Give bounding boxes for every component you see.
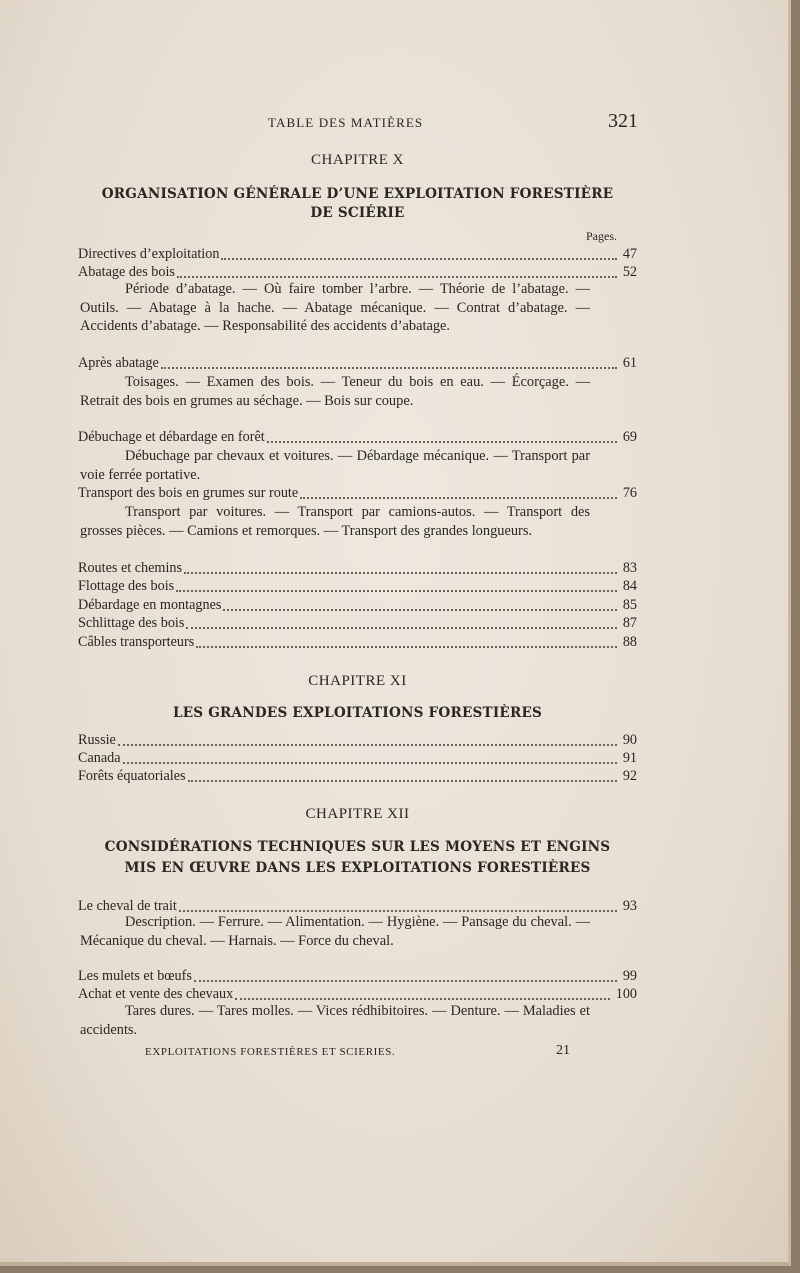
footer-title: EXPLOITATIONS FORESTIÈRES ET SCIERIES. [145,1046,396,1058]
toc-entry-label: Câbles transporteurs [78,634,195,650]
toc-entry-page: 61 [622,355,637,371]
dot-leader [184,559,617,574]
footer [145,1044,575,1062]
running-title: TABLE DES MATIÈRES [268,115,424,130]
toc-entry-label: Achat et vente des chevaux [78,986,234,1002]
toc-entry-label: Transport des bois en grumes sur route [78,485,299,501]
dot-leader [196,633,617,648]
chapter-xii-title-line2: MIS EN ŒUVRE DANS LES EXPLOITATIONS FORESTIÈRES [124,860,591,876]
toc-entry-label: Directives d’exploitation [78,246,220,262]
chapter-xii-heading: CHAPITRE XII [305,806,410,822]
toc-entry-page: 87 [622,615,637,631]
running-head [60,112,640,136]
toc-entry[interactable] [78,614,637,633]
toc-entry[interactable] [78,559,637,578]
toc-entry-description: Période d’abatage. — Où faire tomber l’arbre. — Théorie de l’abatage. — Outils. — Abatage à la hache. — Abatage mécanique. — Contrat d’abatage. — Accidents d’abatage. — Responsabilité des accidents d’abatage. [80,281,590,335]
dot-leader [123,749,617,764]
toc-entry-page: 99 [622,968,637,984]
toc-entry-label: Flottage des bois [78,578,175,594]
toc-entry-label: Le cheval de trait [78,898,177,914]
toc-entry-page: 84 [622,578,637,594]
toc-entry-page: 85 [622,597,637,613]
toc-entry-label: Schlittage des bois [78,615,185,631]
toc-entry-page: 100 [615,986,637,1002]
toc-entry-page: 52 [622,264,637,280]
dot-leader [179,897,617,912]
dot-leader [221,245,616,260]
chapter-xi-title: LES GRANDES EXPLOITATIONS FORESTIÈRES [172,705,543,721]
dot-leader [176,577,617,592]
toc-entry-page: 91 [622,750,637,766]
toc-entry[interactable] [78,484,637,503]
dot-leader [235,985,610,1000]
dot-leader [188,767,617,782]
toc-entry[interactable] [78,633,637,652]
chapter-x-title-line2: DE SCIÉRIE [310,205,405,221]
toc-entry-description: Toisages. — Examen des bois. — Teneur du bois en eau. — Écorçage. — Retrait des bois en grumes au séchage. — Bois sur coupe. [80,374,590,409]
toc-entry-page: 93 [622,898,637,914]
chapter-xii-title-line1: CONSIDÉRATIONS TECHNIQUES SUR LES MOYENS ET ENGINS [104,839,611,855]
toc-entry-page: 47 [622,246,637,262]
toc-entry-label: Abatage des bois [78,264,175,280]
toc-entry-label: Routes et chemins [78,560,183,576]
toc-entry-label: Russie [78,732,116,748]
dot-leader [177,263,617,278]
dot-leader [186,614,616,629]
toc-entry[interactable] [78,428,637,447]
dot-leader [223,596,616,611]
toc-entry-label: Après abatage [78,355,159,371]
dot-leader [194,967,617,982]
toc-entry-description: Transport par voitures. — Transport par camions-autos. — Transport des grosses pièces. — Camions et remorques. — Transport des grandes longueurs. [80,504,590,539]
toc-entry[interactable] [78,596,637,615]
toc-entry-label: Forêts équatoriales [78,768,186,784]
toc-entry-label: Débardage en montagnes [78,597,222,613]
chapter-xi-heading: CHAPITRE XI [308,673,407,689]
dot-leader [300,484,617,499]
toc-entry[interactable] [78,749,637,768]
toc-entry-label: Canada [78,750,121,766]
toc-entry-description: Débuchage par chevaux et voitures. — Débardage mécanique. — Transport par voie ferrée portative. [80,448,590,483]
toc-entry[interactable] [78,967,637,986]
toc-entry-page: 90 [622,732,637,748]
toc-entry-label: Les mulets et bœufs [78,968,192,984]
toc-entry[interactable] [78,767,637,786]
page-number: 321 [608,110,638,132]
toc-entry-page: 69 [622,429,637,445]
dot-leader [161,354,617,369]
toc-entry-label: Débuchage et débardage en forêt [78,429,265,445]
dot-leader [118,731,617,746]
chapter-x-title-line1: ORGANISATION GÉNÉRALE D’UNE EXPLOITATION FORESTIÈRE [101,186,614,202]
toc-entry-page: 88 [622,634,637,650]
toc-entry[interactable] [78,731,637,750]
toc-entry[interactable] [78,354,637,373]
dot-leader [267,428,617,443]
toc-entry-page: 76 [622,485,637,501]
toc-entry-page: 92 [622,768,637,784]
toc-entry[interactable] [78,577,637,596]
toc-entry-description: Tares dures. — Tares molles. — Vices rédhibitoires. — Denture. — Maladies et accidents. [80,1003,590,1038]
signature-mark: 21 [556,1043,570,1058]
pages-column-label: Pages. [586,229,617,243]
toc-entry-page: 83 [622,560,637,576]
toc-entry[interactable] [78,245,637,264]
toc-entry-description: Description. — Ferrure. — Alimentation. — Hygiène. — Pansage du cheval. — Mécanique du cheval. — Harnais. — Force du cheval. [80,914,590,949]
chapter-x-heading: CHAPITRE X [311,152,404,168]
